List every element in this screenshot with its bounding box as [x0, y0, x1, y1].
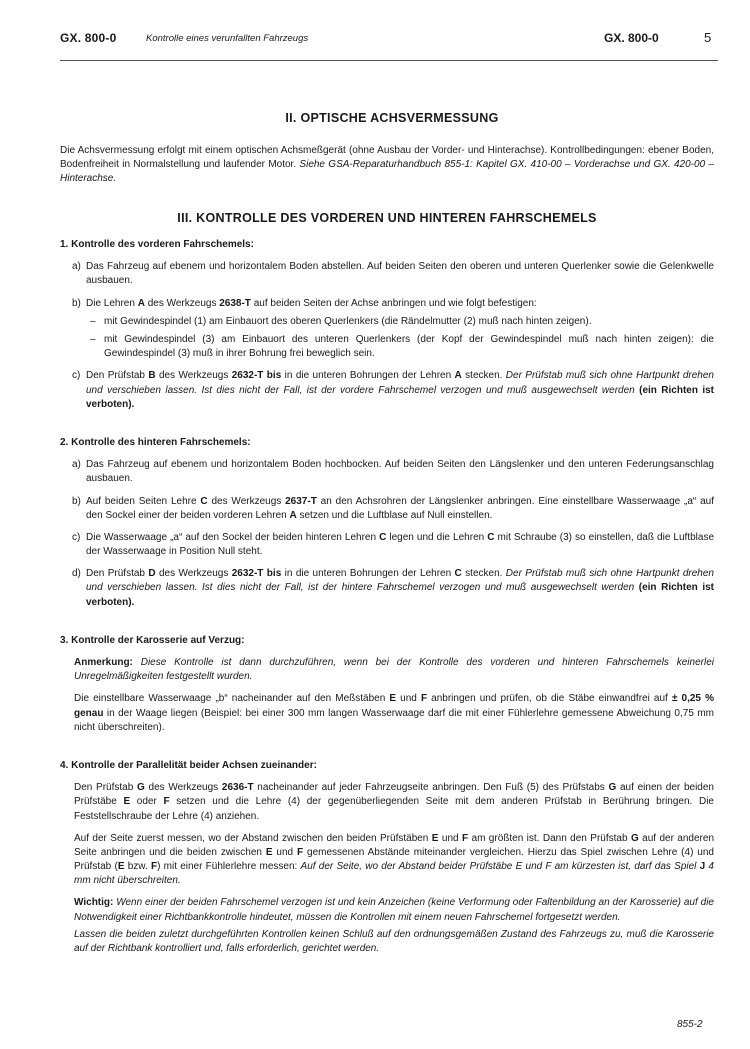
page-number: 5 [704, 30, 712, 45]
header-code-left: GX. 800-0 [60, 31, 117, 45]
subsection-1-heading: 1. Kontrolle des vorderen Fahrschemels: [60, 239, 254, 251]
section-2-title: II. OPTISCHE ACHSVERMESSUNG [285, 111, 499, 125]
section-3-title: III. KONTROLLE DES VORDEREN UND HINTEREN FAHRSCHEMELS [177, 211, 597, 226]
step-1b: b) Die Lehren A des Werkzeugs 2638-T auf beiden Seiten der Achse anbringen und wie folgt befestigen: [72, 297, 537, 309]
subsection-3-heading: 3. Kontrolle der Karosserie auf Verzug: [60, 634, 245, 646]
document-body [60, 110, 714, 956]
warning-paragraph: Wichtig: Wenn einer der beiden Fahrschemel verzogen ist und kein Anzeichen (keine Verformung oder Faltenbildung an der Karosserie) auf die Notwendigkeit einer Richtbankkontrolle hindeutet, müssen die Kontrollen mit einem neuen Fahrschemel fortgesetzt werden. [74, 897, 714, 923]
header-subtitle: Kontrolle eines verunfallten Fahrzeugs [146, 33, 309, 44]
step-2d: d) Den Prüfstab D des Werkzeugs 2632-T bis in die unteren Bohrungen der Lehren C stecken. Der Prüfstab muß sich ohne Hartpunkt drehen und verschieben lassen. Ist dies nicht der Fall, ist der hintere Fahrschemel verzogen und muß ausgewechselt werden (ein Richten ist verboten). [72, 568, 714, 608]
step-1c: c) Den Prüfstab B des Werkzeugs 2632-T bis in die unteren Bohrungen der Lehren A stecken. Der Prüfstab muß sich ohne Hartpunkt drehen und verschieben lassen. Ist dies nicht der Fall, ist der vordere Fahrschemel verzogen und muß ausgewechselt werden (ein Richten ist verboten). [72, 370, 715, 410]
document-reference: 855-2 [677, 1019, 703, 1030]
step-1b-dash-2: – mit Gewindespindel (3) am Einbauort des unteren Querlenkers (der Kopf der Gewindespindel muß nach hinten zeigen): die Gewindespindel (3) muß in ihrer Bohrung frei beweglich sein. [90, 334, 714, 360]
parallel-paragraph-1: Den Prüfstab G des Werkzeugs 2636-T nacheinander auf jeder Fahrzeugseite anbringen. Den Fuß (5) des Prüfstabs G auf einen der beiden Prüfstäbe E oder F setzen und die Lehre (4) der gegenüberliegenden Seite mit dem anderen Prüfstab in Berührung bringen. Die Feststellschraube der Lehre (4) anziehen. [74, 782, 714, 822]
subsection-4-heading: 4. Kontrolle der Parallelität beider Achsen zueinander: [60, 759, 317, 771]
header-code-right: GX. 800-0 [604, 31, 659, 45]
step-1b-dash-1: – mit Gewindespindel (1) am Einbauort des oberen Querlenkers (die Rändelmutter (2) muß nach hinten zeigen). [90, 315, 592, 327]
parallel-paragraph-2: Auf der Seite zuerst messen, wo der Abstand zwischen den beiden Prüfstäben E und F am größten ist. Dann den Prüfstab G auf der anderen Seite anbringen und die beiden zwischen E und F gemessenen Abstände miteinander vergleichen. Hierzu das Spiel zwischen Lehre (4) und Prüfstab (E bzw. F) mit einer Fühlerlehre messen: Auf der Seite, wo der Abstand beider Prüfstäbe E und F am kürzesten ist, darf das Spiel J 4 mm nicht überschreiten. [74, 832, 715, 887]
step-2a: a) Das Fahrzeug auf ebenem und horizontalem Boden hochbocken. Auf beiden Seiten den Längslenker und den unteren Federungsanschlag ausbauen. [72, 459, 714, 485]
header-rule [60, 60, 718, 61]
step-1a: a) Das Fahrzeug auf ebenem und horizontalem Boden abstellen. Auf beiden Seiten den oberen und unteren Querlenker sowie die Gelenkwelle ausbauen. [72, 261, 714, 287]
step-2c: c) Die Wasserwaage „a“ auf den Sockel der beiden hinteren Lehren C legen und die Lehren C mit Schraube (3) so einstellen, daß die Luftblase der Wasserwaage in Position Null steht. [72, 531, 715, 558]
subsection-2-heading: 2. Kontrolle des hinteren Fahrschemels: [60, 436, 251, 448]
section-2-text: Die Achsvermessung erfolgt mit einem optischen Achsmeßgerät (ohne Ausbau der Vorder- und Hinterachse). Kontrollbedingungen: ebener Boden, Bodenfreiheit in Normalstellung und laufender Motor. Siehe GSA-Reparaturhandbuch 855-1: Kapitel GX. 410-00 – Vorderachse und GX. 420-00 – Hinterachse. [60, 144, 715, 185]
level-check-paragraph: Die einstellbare Wasserwaage „b“ nacheinander auf den Meßstäben E und F anbringen und prüfen, ob die Stäbe einwandfrei auf ± 0,25 % genau in der Waage liegen (Beispiel: bei einer 300 mm langen Wasserwaage darf die mit einer Fühlerlehre gemessene Abweichung 0,75 mm nicht überschreiten). [74, 693, 714, 733]
note-paragraph: Anmerkung: Diese Kontrolle ist dann durchzuführen, wenn bei der Kontrolle des vorderen und hinteren Fahrschemels keinerlei Unregelmäßigkeiten festgestellt wurden. [74, 657, 714, 683]
closing-paragraph: Lassen die beiden zuletzt durchgeführten Kontrollen keinen Schluß auf den ordnungsgemäßen Zustand des Fahrzeugs zu, muß die Karosserie auf der Richtbank kontrolliert und, falls erforderlich, gerichtet werden. [74, 928, 714, 954]
step-2b: b) Auf beiden Seiten Lehre C des Werkzeugs 2637-T an den Achsrohren der Längslenker anbringen. Eine einstellbare Wasserwaage „a“ auf den Sockel einer der beiden vorderen Lehren A setzen und die Luftblase auf Null einstellen. [72, 495, 715, 521]
page-header [60, 28, 720, 48]
